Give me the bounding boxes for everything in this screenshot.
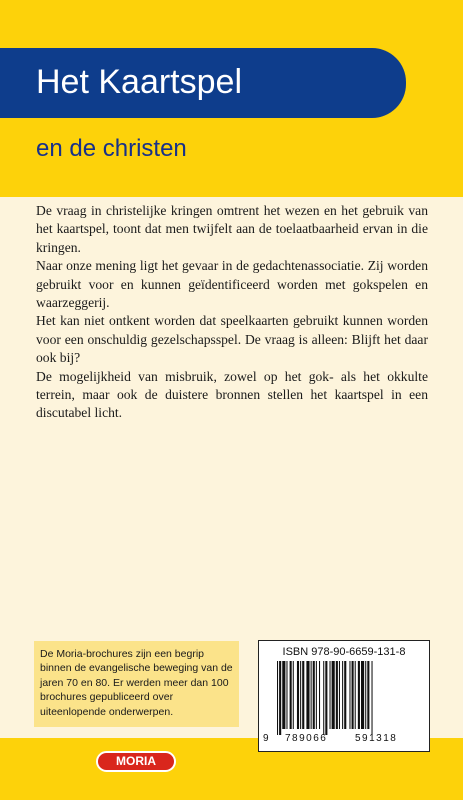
- blurb-paragraph: De mogelijkheid van misbruik, zowel op het gok- als het okkulte terrein, maar ook de duistere bronnen stellen het kaartspel in een discutabel licht.: [36, 368, 428, 421]
- blurb-paragraph: Het kan niet ontkent worden dat speelkaarten gebruikt kunnen worden voor een onschuldig gezelschapsspel. De vraag is alleen: Blijft het daar ook bij?: [36, 313, 428, 366]
- barcode-digit-first: 9: [263, 733, 271, 744]
- book-title: Het Kaartspel: [36, 63, 242, 101]
- barcode-icon: [273, 661, 417, 735]
- blurb-paragraph: De vraag in christelijke kringen omtrent het wezen en het gebruik van het kaartspel, toont dat men twijfelt aan de toelaatbaarheid ervan in die kringen.: [36, 203, 428, 255]
- moria-logo: [96, 751, 176, 772]
- isbn-label: ISBN 978-90-6659-131-8: [282, 646, 406, 658]
- series-info-box: [34, 641, 239, 727]
- book-subtitle: en de christen: [36, 135, 187, 162]
- blurb: [36, 202, 428, 423]
- barcode-box: [258, 640, 430, 752]
- blurb-paragraph: Naar onze mening ligt het gevaar in de gedachtenassociatie. Zij worden gebruikt voor en kunnen geïdentificeerd worden met gokspelen en waarzeggerij.: [36, 258, 428, 311]
- barcode-digits-right: 591318: [355, 733, 398, 744]
- barcode-digits-left: 789066: [285, 733, 328, 744]
- logo-text: MORIA: [116, 754, 156, 768]
- series-info-text: De Moria-brochures zijn een begrip binnen de evangelische beweging van de jaren 70 en 80. Er werden meer dan 100 brochures gepubliceerd over uiteenlopende onderwerpen.: [40, 648, 233, 718]
